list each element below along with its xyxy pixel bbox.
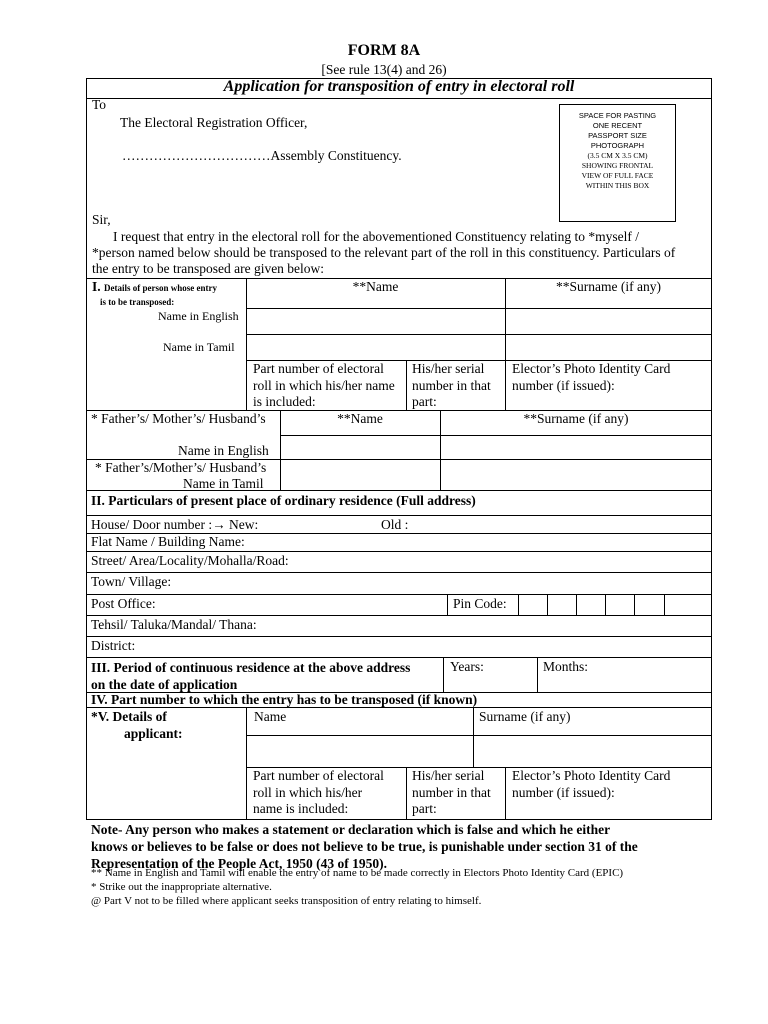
- relation-name-english-label: Name in English: [178, 443, 269, 458]
- epic-label: number (if issued):: [512, 784, 615, 800]
- applicant-surname-header: Surname (if any): [479, 709, 571, 724]
- form-title: Application for transposition of entry in electoral roll: [223, 78, 575, 95]
- legal-note-line: Representation of the People Act, 1950 (43 of 1950).: [91, 856, 387, 871]
- divider: [443, 657, 444, 692]
- name-english-label: Name in English: [158, 309, 239, 323]
- pin-digit-box[interactable]: [548, 595, 576, 615]
- pin-digit-box[interactable]: [665, 595, 712, 615]
- divider: [86, 98, 712, 99]
- serial-number-label: number in that: [412, 784, 491, 800]
- serial-number-label: part:: [412, 801, 437, 816]
- section-2-heading: II. Particulars of present place of ordinary residence (Full address): [91, 493, 476, 508]
- part-number-label: Part number of electoral: [253, 361, 384, 376]
- pin-digit-box[interactable]: [577, 595, 605, 615]
- part-number-label: Part number of electoral: [253, 768, 384, 783]
- tehsil-label: Tehsil/ Taluka/Mandal/ Thana:: [91, 617, 257, 632]
- section-1-label: is to be transposed:: [100, 297, 175, 307]
- salutation: Sir,: [92, 212, 111, 227]
- name-english-input[interactable]: [247, 309, 505, 334]
- divider: [406, 360, 407, 410]
- photo-box-line: SPACE FOR PASTING: [578, 111, 657, 120]
- years-field[interactable]: Years:: [450, 659, 484, 674]
- divider: [86, 657, 712, 658]
- divider: [86, 515, 712, 516]
- section-3-heading: [91, 659, 410, 693]
- pin-code-label: Pin Code:: [453, 596, 507, 611]
- epic-label: Elector’s Photo Identity Card: [512, 361, 671, 376]
- part-number-field[interactable]: [253, 361, 395, 411]
- months-field[interactable]: Months:: [543, 659, 589, 674]
- applicant-part-number-field[interactable]: [253, 768, 384, 818]
- letter-line: the entry to be transposed are given below:: [92, 261, 325, 276]
- section-1-label: Details of person whose entry: [104, 283, 217, 293]
- applicant-name-input[interactable]: [247, 736, 473, 767]
- name-tamil-input[interactable]: [247, 335, 505, 360]
- house-number-label: House/ Door number :→ New:: [91, 517, 259, 532]
- applicant-name-header: Name: [254, 709, 287, 724]
- relation-name-tamil-label: Name in Tamil: [183, 476, 264, 491]
- photo-box[interactable]: [559, 104, 676, 222]
- form-number: FORM 8A: [347, 42, 421, 59]
- photo-box-line: VIEW OF FULL FACE: [581, 171, 654, 180]
- section-3-heading-line: on the date of application: [91, 677, 238, 692]
- post-office-label: Post Office:: [91, 596, 156, 611]
- applicant-epic-field[interactable]: [512, 768, 670, 801]
- relation-surname-tamil-input[interactable]: [441, 460, 712, 490]
- divider: [86, 490, 712, 491]
- serial-number-label: number in that: [412, 377, 491, 393]
- legal-note-line: knows or believes to be false or does not believe to be true, is punishable under section 31 of the: [91, 839, 638, 854]
- officer-label: The Electoral Registration Officer,: [120, 115, 308, 130]
- photo-box-line: PHOTOGRAPH: [590, 141, 645, 150]
- divider: [86, 636, 712, 637]
- photo-box-line: WITHIN THIS BOX: [585, 181, 650, 190]
- surname-header: **Surname (if any): [556, 279, 661, 294]
- photo-box-line: (3.5 CM X 3.5 CM): [587, 151, 648, 160]
- to-label: To: [92, 97, 107, 112]
- part-number-label: name is included:: [253, 801, 349, 816]
- section-1-roman: I.: [92, 279, 101, 294]
- serial-number-label: His/her serial: [412, 768, 485, 783]
- divider: [86, 572, 712, 573]
- applicant-surname-input[interactable]: [474, 736, 712, 767]
- divider: [447, 594, 448, 615]
- letter-line: *person named below should be transposed to the relevant part of the roll in this constituency. Particulars of: [92, 245, 676, 260]
- divider: [505, 767, 506, 820]
- relation-english-label: * Father’s/ Mother’s/ Husband’s: [91, 411, 266, 426]
- divider: [505, 360, 506, 410]
- section-5-roman: *V. Details of: [91, 709, 167, 724]
- photo-box-line: SHOWING FRONTAL: [581, 161, 654, 170]
- section-5-label: applicant:: [124, 726, 183, 741]
- footnotes: [91, 866, 623, 908]
- divider: [86, 615, 712, 616]
- part-number-label: roll in which his/her name: [253, 377, 395, 393]
- pin-digit-box[interactable]: [606, 595, 634, 615]
- epic-label: Elector’s Photo Identity Card: [512, 768, 671, 783]
- applicant-serial-number-field[interactable]: [412, 768, 491, 818]
- constituency-field[interactable]: ……………………………Assembly Constituency.: [122, 148, 402, 163]
- footnote: @ Part V not to be filled where applicant seeks transposition of entry relating to himself.: [91, 895, 482, 907]
- divider: [537, 657, 538, 692]
- relation-surname-header: **Surname (if any): [523, 411, 629, 426]
- serial-number-field[interactable]: [412, 361, 491, 411]
- footnote: ** Name in English and Tamil will enable the entry of name to be made correctly in Electors Photo Identity Card (EPIC): [91, 867, 624, 879]
- surname-english-input[interactable]: [506, 309, 712, 334]
- old-number-label: Old :: [381, 517, 409, 532]
- section-3-heading-line: III. Period of continuous residence at the above address: [91, 660, 411, 675]
- legal-note-line: Note- Any person who makes a statement or declaration which is false and which he either: [91, 822, 611, 837]
- rule-reference: [See rule 13(4) and 26): [321, 62, 447, 77]
- pin-digit-box[interactable]: [519, 595, 547, 615]
- legal-note: [91, 821, 638, 872]
- street-label: Street/ Area/Locality/Mohalla/Road:: [91, 553, 289, 568]
- district-label: District:: [91, 638, 136, 653]
- town-label: Town/ Village:: [91, 574, 172, 589]
- name-tamil-label: Name in Tamil: [163, 340, 235, 354]
- epic-label: number (if issued):: [512, 377, 615, 393]
- photo-box-line: PASSPORT SIZE: [588, 131, 647, 140]
- part-number-label: is included:: [253, 394, 316, 409]
- flat-name-label: Flat Name / Building Name:: [91, 534, 245, 549]
- name-header: **Name: [352, 279, 399, 294]
- serial-number-label: part:: [412, 394, 437, 409]
- pin-digit-box[interactable]: [635, 595, 664, 615]
- relation-name-english-input[interactable]: [281, 436, 440, 459]
- relation-tamil-label: * Father’s/Mother’s/ Husband’s: [95, 460, 267, 475]
- section-4-heading: IV. Part number to which the entry has to be transposed (if known): [91, 692, 478, 707]
- divider: [86, 707, 712, 708]
- footnote: * Strike out the inappropriate alternative.: [91, 881, 272, 893]
- serial-number-label: His/her serial: [412, 361, 485, 376]
- relation-name-header: **Name: [337, 411, 383, 426]
- part-number-label: roll in which his/her: [253, 784, 363, 800]
- photo-box-line: ONE RECENT: [592, 121, 643, 130]
- letter-line: I request that entry in the electoral roll for the abovementioned Constituency relating to *myself /: [113, 229, 639, 244]
- divider: [406, 767, 407, 820]
- surname-tamil-input[interactable]: [506, 335, 712, 360]
- divider: [86, 551, 712, 552]
- relation-surname-english-input[interactable]: [441, 436, 712, 459]
- epic-number-field[interactable]: [512, 361, 670, 394]
- relation-name-tamil-input[interactable]: [281, 460, 440, 490]
